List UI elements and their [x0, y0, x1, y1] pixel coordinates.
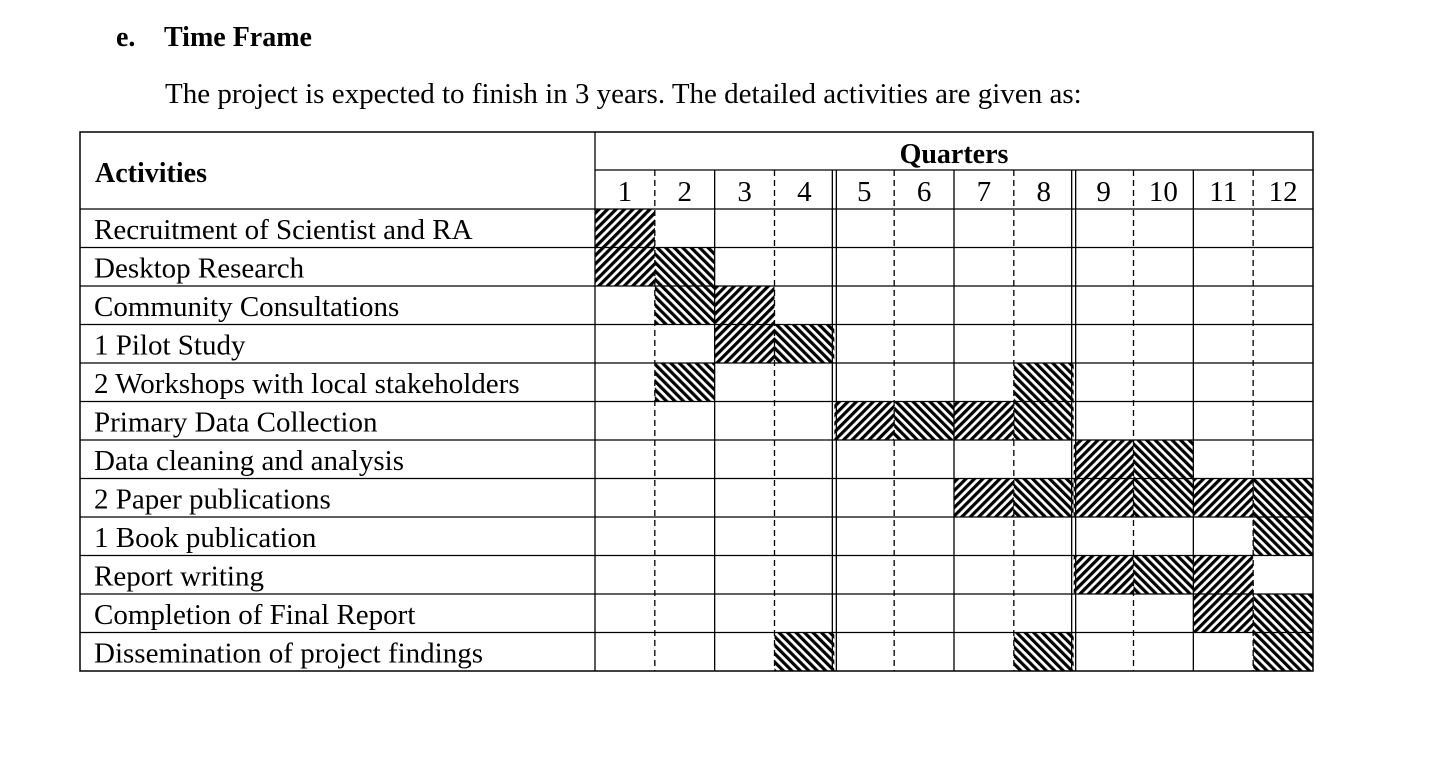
gantt-bar-cell: [655, 248, 715, 287]
gantt-bar-cell: [1253, 594, 1313, 633]
quarter-label: 12: [1268, 176, 1298, 208]
activity-label: Report writing: [94, 560, 264, 593]
section-title: Time Frame: [164, 22, 312, 53]
gantt-bar-cell: [1253, 517, 1313, 556]
gantt-bar-cell: [775, 633, 835, 672]
quarter-label: 6: [916, 176, 932, 208]
section-number: e.: [116, 22, 136, 53]
gantt-bar-cell: [655, 286, 715, 325]
gantt-bar-cell: [1193, 479, 1253, 518]
gantt-bar-cell: [1074, 440, 1134, 479]
gantt-bar-cell: [595, 209, 655, 248]
gantt-bar-cell: [655, 363, 715, 402]
quarter-label: 2: [677, 176, 692, 208]
quarter-label: 10: [1148, 176, 1178, 208]
gantt-bar-cell: [1193, 594, 1253, 633]
gantt-bar-cell: [775, 325, 835, 364]
gantt-bar-cell: [715, 286, 775, 325]
activity-label: 2 Paper publications: [94, 483, 331, 516]
quarter-label: 3: [737, 176, 752, 208]
quarter-label: 8: [1036, 176, 1051, 208]
quarter-label: 11: [1209, 176, 1238, 208]
gantt-bar-cell: [1253, 633, 1313, 672]
gantt-bar-cell: [954, 402, 1014, 441]
activity-label: Desktop Research: [94, 252, 305, 285]
gantt-bar-cell: [1014, 633, 1074, 672]
intro-paragraph: The project is expected to finish in 3 years. The detailed activities are given as:: [165, 78, 1082, 110]
gantt-bar-cell: [834, 402, 894, 441]
activity-label: Community Consultations: [94, 291, 400, 323]
quarter-label: 9: [1096, 176, 1111, 208]
gantt-bar-cell: [1014, 402, 1074, 441]
activity-label: 1 Book publication: [94, 522, 317, 554]
activity-label: Recruitment of Scientist and RA: [94, 214, 473, 246]
gantt-bar-cell: [1134, 440, 1194, 479]
gantt-bar-cell: [1253, 479, 1313, 518]
gantt-bar-cell: [894, 402, 954, 441]
activity-label: 1 Pilot Study: [94, 329, 246, 362]
activities-header: Activities: [95, 158, 207, 189]
gantt-bar-cell: [954, 479, 1014, 518]
gantt-bar-cell: [715, 325, 775, 364]
quarter-label: 1: [617, 176, 633, 208]
gantt-bar-cell: [1074, 556, 1134, 595]
gantt-bar-cell: [1014, 363, 1074, 402]
activity-label: Primary Data Collection: [94, 406, 378, 439]
gantt-bar-cell: [595, 248, 655, 287]
gantt-bar-cell: [1134, 479, 1194, 518]
quarters-header: Quarters: [899, 139, 1009, 170]
gantt-bar-cell: [1134, 556, 1194, 595]
activity-label: Data cleaning and analysis: [94, 445, 405, 477]
gantt-bar-cell: [1014, 479, 1074, 518]
quarter-label: 4: [797, 176, 812, 208]
gantt-bar-cell: [1074, 479, 1134, 518]
gantt-bar-cell: [1193, 556, 1253, 595]
quarter-label: 5: [857, 176, 872, 208]
activity-label: Dissemination of project findings: [94, 637, 484, 670]
activity-label: Completion of Final Report: [94, 599, 416, 631]
activity-label: 2 Workshops with local stakeholders: [94, 368, 520, 400]
quarter-label: 7: [976, 176, 992, 208]
